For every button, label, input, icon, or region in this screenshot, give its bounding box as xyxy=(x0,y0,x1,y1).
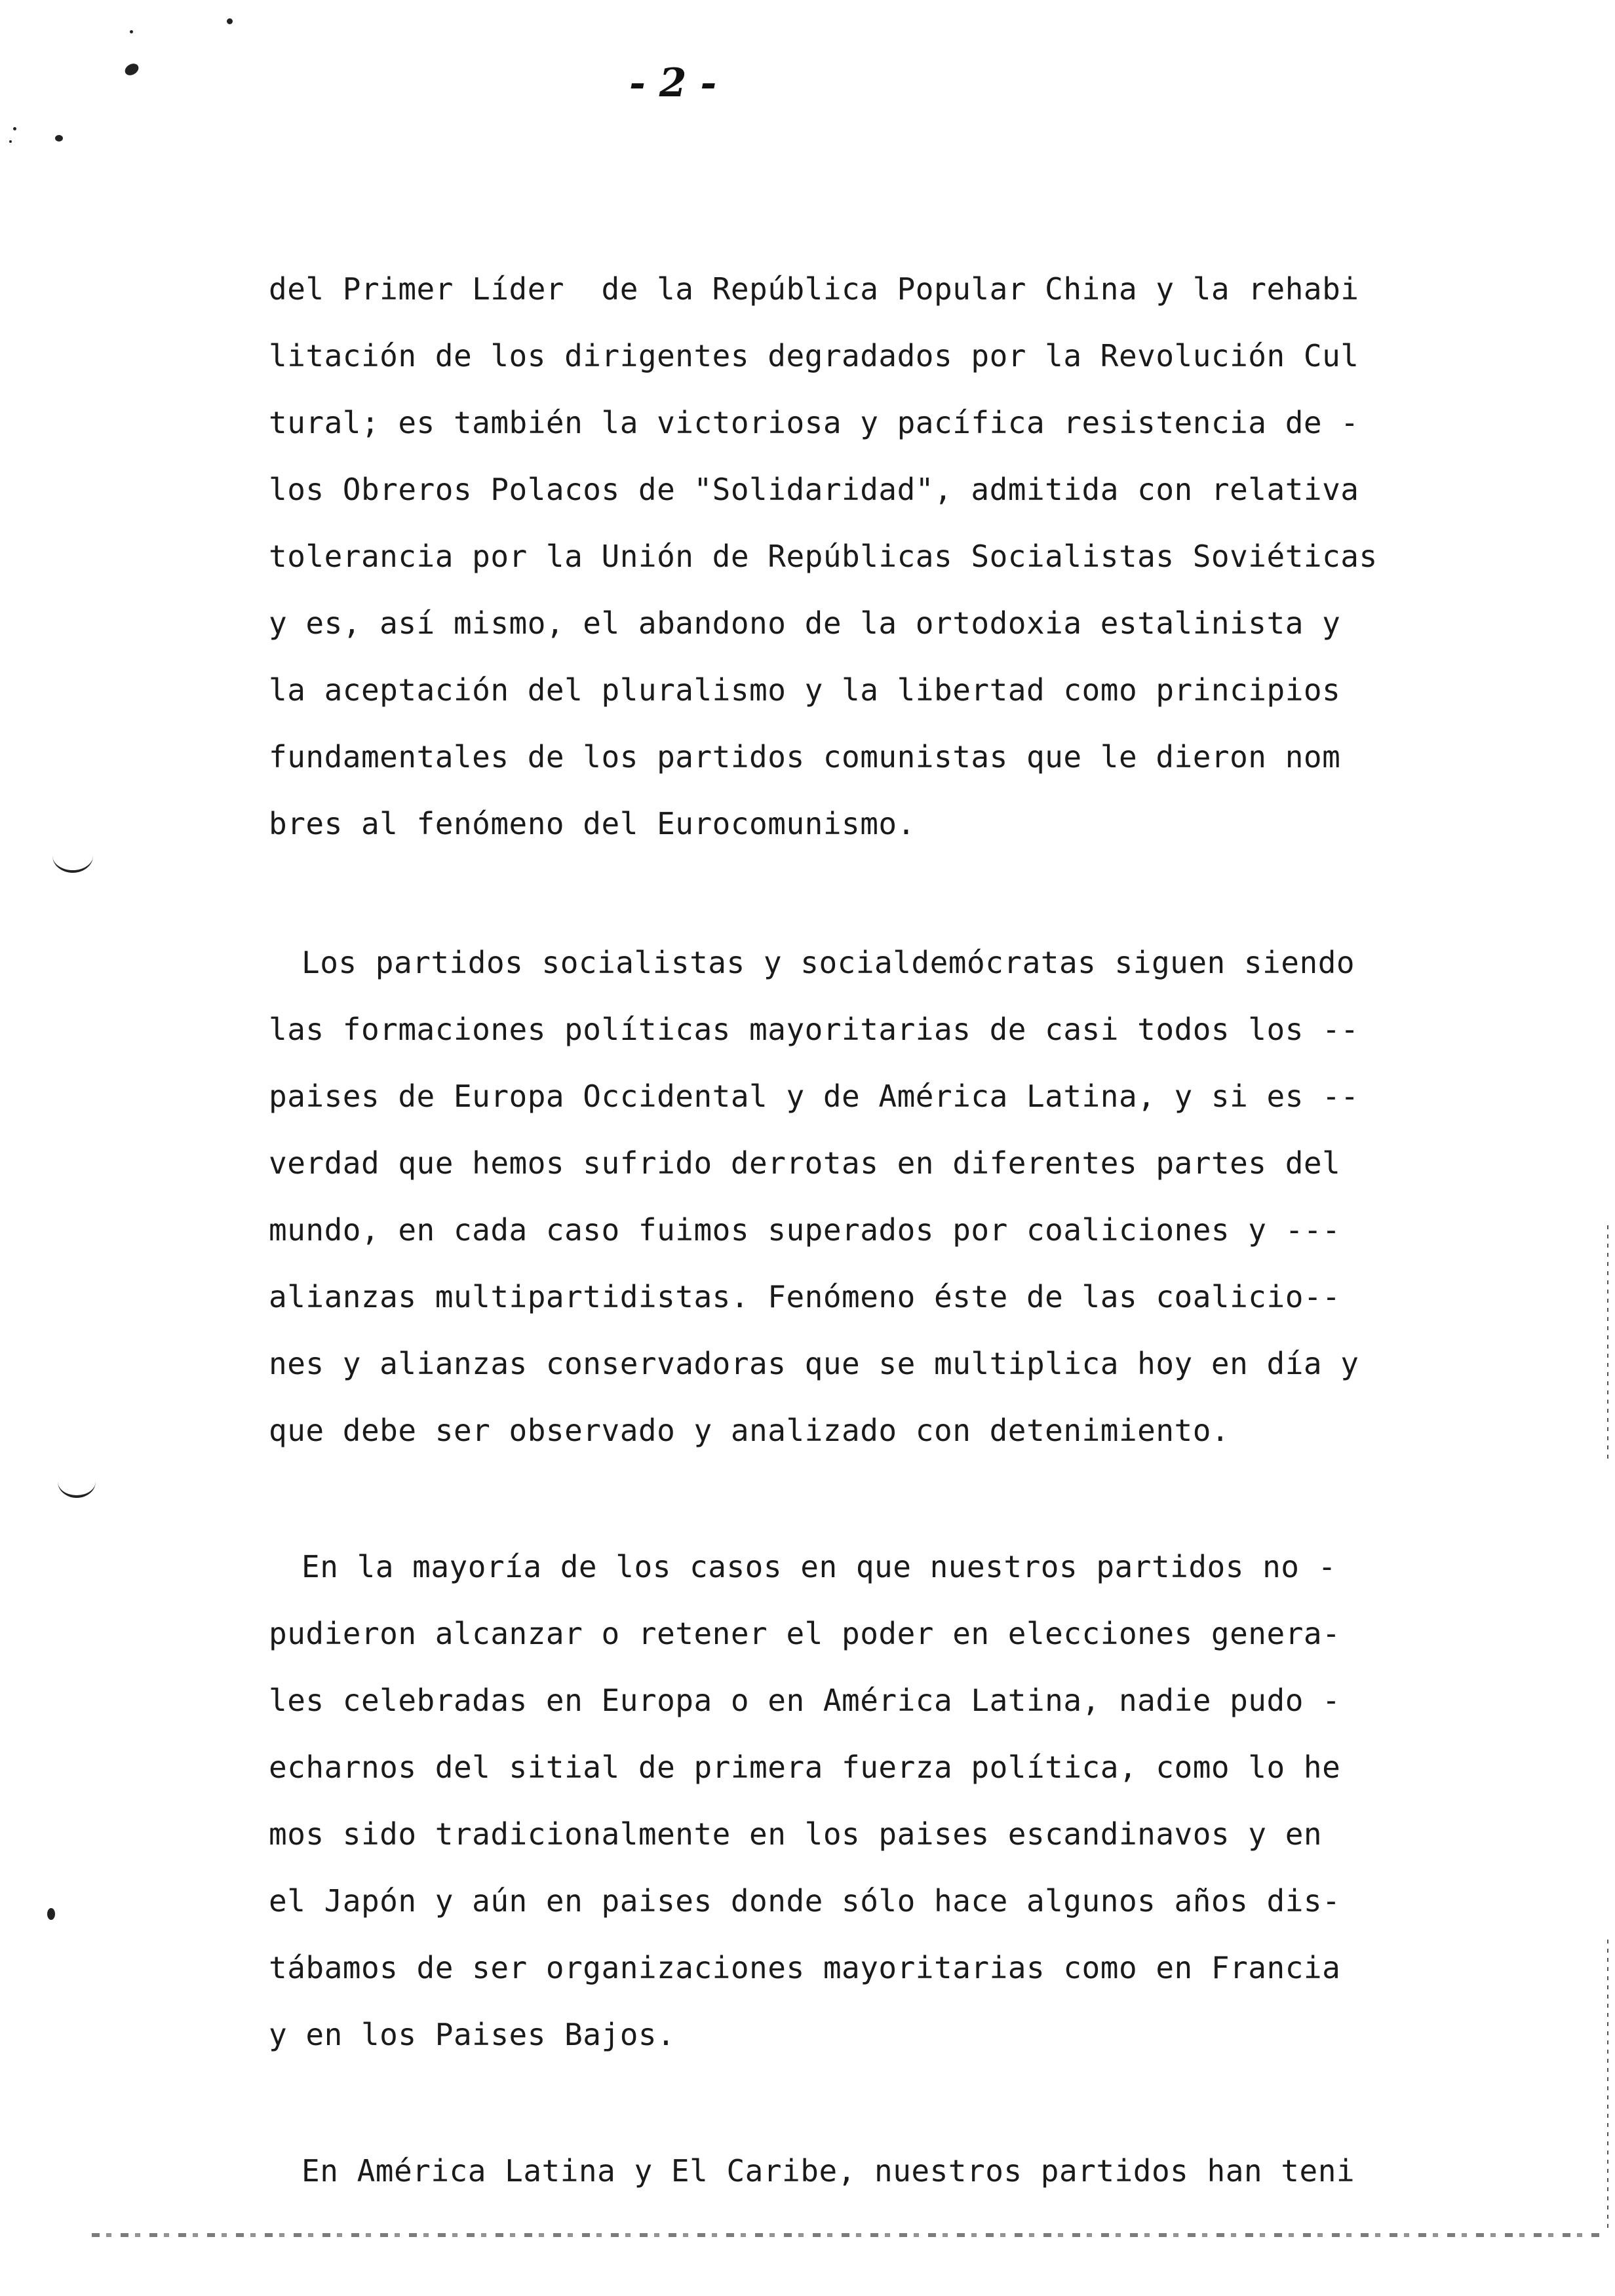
text-line: paises de Europa Occidental y de América Latina, y si es -- xyxy=(269,1079,1359,1114)
scan-edge xyxy=(92,2233,1606,2237)
text-line: pudieron alcanzar o retener el poder en elecciones genera- xyxy=(269,1616,1341,1651)
text-line: En la mayoría de los casos en que nuestros partidos no - xyxy=(302,1549,1336,1584)
text-line: alianzas multipartidistas. Fenómeno éste de las coalicio-- xyxy=(269,1279,1341,1314)
text-line: mundo, en cada caso fuimos superados por coaliciones y --- xyxy=(269,1212,1341,1248)
hole-punch-mark xyxy=(52,839,93,873)
paragraph-3 xyxy=(269,1533,1514,2068)
text-line: les celebradas en Europa o en América Latina, nadie pudo - xyxy=(269,1683,1341,1718)
text-line: verdad que hemos sufrido derrotas en diferentes partes del xyxy=(269,1145,1341,1181)
text-line: echarnos del sitial de primera fuerza política, como lo he xyxy=(269,1750,1341,1785)
scan-edge xyxy=(1607,1940,1608,2228)
text-line: los Obreros Polacos de "Solidaridad", admitida con relativa xyxy=(269,472,1359,507)
scan-edge xyxy=(1607,1225,1608,1461)
text-line: y es, así mismo, el abandono de la ortodoxia estalinista y xyxy=(269,605,1341,641)
text-line: fundamentales de los partidos comunistas que le dieron nom xyxy=(269,739,1341,775)
scan-speck xyxy=(123,62,140,78)
text-line: y en los Paises Bajos. xyxy=(269,2017,676,2052)
page-number: - 2 - xyxy=(629,60,717,106)
text-line: Los partidos socialistas y socialdemócratas siguen siendo xyxy=(302,945,1355,980)
text-line: mos sido tradicionalmente en los paises escandinavos y en xyxy=(269,1816,1323,1852)
text-line: bres al fenómeno del Eurocomunismo. xyxy=(269,806,916,841)
text-line: que debe ser observado y analizado con detenimiento. xyxy=(269,1413,1230,1448)
text-line: En América Latina y El Caribe, nuestros partidos han teni xyxy=(302,2153,1355,2189)
text-line: tolerancia por la Unión de Repúblicas Socialistas Soviéticas xyxy=(269,539,1378,574)
scan-speck xyxy=(130,30,133,33)
text-line: las formaciones políticas mayoritarias de casi todos los -- xyxy=(269,1012,1359,1047)
scan-speck xyxy=(47,1908,55,1920)
text-line: nes y alianzas conservadoras que se multiplica hoy en día y xyxy=(269,1346,1359,1381)
text-line: del Primer Líder de la República Popular China y la rehabi xyxy=(269,271,1359,307)
text-line: tural; es también la victoriosa y pacífica resistencia de - xyxy=(269,405,1359,440)
scan-speck xyxy=(13,127,16,130)
text-line: litación de los dirigentes degradados por la Revolución Cul xyxy=(269,338,1359,373)
hole-punch-mark xyxy=(58,1465,96,1498)
paragraph-1 xyxy=(269,256,1514,857)
scan-speck xyxy=(9,140,12,143)
text-line: el Japón y aún en paises donde sólo hace algunos años dis- xyxy=(269,1883,1341,1919)
paragraph-4 xyxy=(269,2137,1514,2204)
scan-speck xyxy=(55,135,63,142)
text-line: tábamos de ser organizaciones mayoritarias como en Francia xyxy=(269,1950,1341,1985)
paragraph-2 xyxy=(269,929,1514,1464)
scan-speck xyxy=(227,18,233,24)
text-line: la aceptación del pluralismo y la libertad como principios xyxy=(269,672,1341,708)
